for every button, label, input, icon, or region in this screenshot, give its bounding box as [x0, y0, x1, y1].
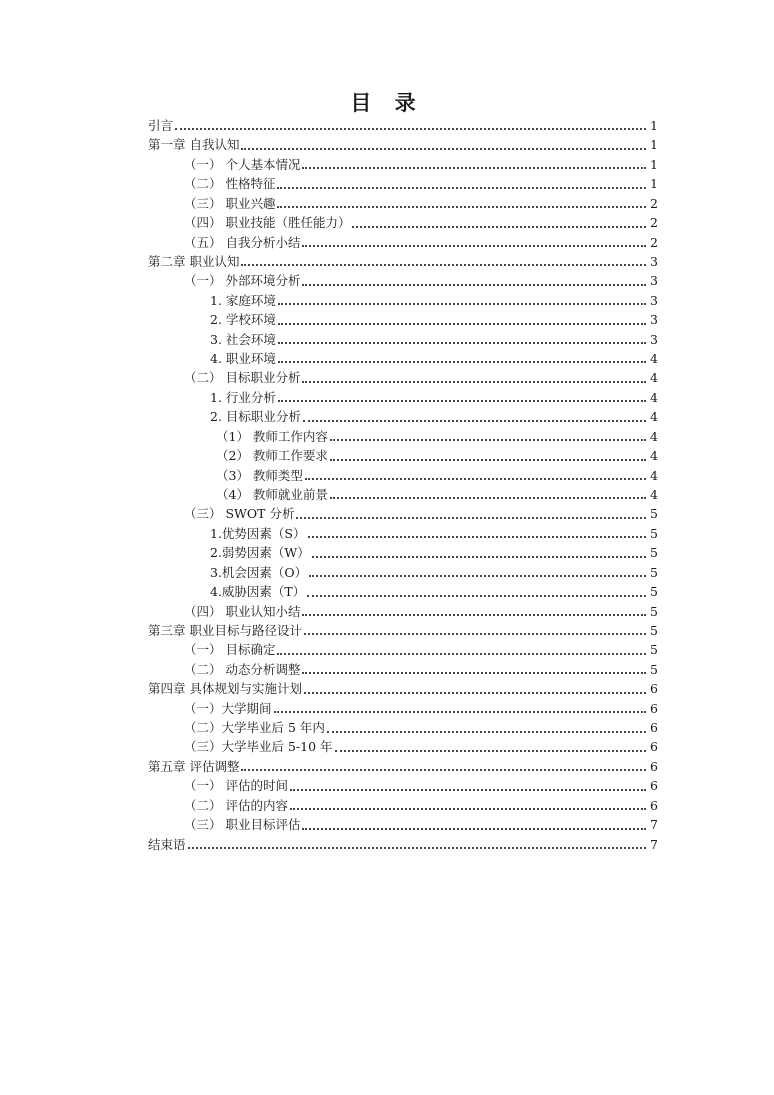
toc-entry-page-number: 1 — [650, 137, 658, 153]
toc-entry[interactable] — [148, 174, 658, 193]
toc-entry[interactable] — [148, 135, 658, 154]
dot-leader — [278, 303, 646, 305]
dot-leader — [278, 342, 646, 344]
toc-entry[interactable] — [148, 446, 658, 465]
toc-entry[interactable] — [148, 427, 658, 446]
toc-entry[interactable] — [148, 679, 658, 698]
toc-entry-label: 第二章 职业认知 — [148, 253, 240, 269]
toc-entry-page-number: 3 — [650, 292, 658, 308]
dot-leader — [302, 245, 646, 247]
toc-entry-page-number: 7 — [650, 817, 658, 833]
toc-entry-label: 2. 目标职业分析 — [210, 409, 301, 425]
toc-entry[interactable] — [148, 504, 658, 523]
toc-entry-label: （3） 教师类型 — [216, 467, 303, 483]
toc-entry-label: （一）大学期间 — [184, 700, 272, 716]
dot-leader — [241, 148, 646, 150]
toc-entry-label: 第三章 职业目标与路径设计 — [148, 622, 302, 638]
toc-entry-label: （三） 职业目标评估 — [184, 817, 301, 833]
toc-entry[interactable] — [148, 485, 658, 504]
toc-entry-label: （1） 教师工作内容 — [216, 428, 328, 444]
toc-entry[interactable] — [148, 815, 658, 834]
toc-entry-label: （一） 外部环境分析 — [184, 273, 301, 289]
toc-entry-label: （二）大学毕业后 5 年内 — [184, 720, 325, 736]
dot-leader — [302, 614, 646, 616]
dot-leader — [304, 633, 646, 635]
toc-entry-page-number: 5 — [650, 584, 658, 600]
dot-leader — [308, 536, 647, 538]
toc-entry-label: （二） 动态分析调整 — [184, 661, 301, 677]
toc-entry-label: 3.机会因素（O） — [210, 564, 308, 580]
toc-entry-page-number: 6 — [650, 778, 658, 794]
toc-entry[interactable] — [148, 796, 658, 815]
dot-leader — [305, 478, 646, 480]
toc-entry-page-number: 5 — [650, 661, 658, 677]
dot-leader — [296, 517, 646, 519]
dot-leader — [188, 847, 646, 849]
toc-entry-label: （一） 目标确定 — [184, 642, 276, 658]
toc-entry-label: （三） SWOT 分析 — [184, 506, 295, 522]
toc-entry-page-number: 1 — [650, 156, 658, 172]
toc-entry[interactable] — [148, 835, 658, 854]
toc-entry-page-number: 4 — [650, 389, 658, 405]
toc-entry[interactable] — [148, 757, 658, 776]
toc-entry[interactable] — [148, 368, 658, 387]
toc-entry[interactable] — [148, 660, 658, 679]
dot-leader — [290, 789, 646, 791]
toc-entry-page-number: 5 — [650, 642, 658, 658]
toc-entry-label: （四） 职业认知小结 — [184, 603, 301, 619]
toc-entry-label: 2.弱势因素（W） — [210, 545, 310, 561]
dot-leader — [175, 128, 646, 130]
toc-entry[interactable] — [148, 582, 658, 601]
dot-leader — [330, 459, 646, 461]
toc-entry[interactable] — [148, 194, 658, 213]
toc-entry-label: （四） 职业技能（胜任能力） — [184, 215, 351, 231]
toc-entry-page-number: 5 — [650, 506, 658, 522]
toc-entry-page-number: 3 — [650, 253, 658, 269]
toc-entry-label: （二） 性格特征 — [184, 176, 276, 192]
toc-entry-label: （五） 自我分析小结 — [184, 234, 301, 250]
toc-entry[interactable] — [148, 776, 658, 795]
dot-leader — [303, 420, 646, 422]
toc-entry[interactable] — [148, 155, 658, 174]
toc-entry-page-number: 4 — [650, 409, 658, 425]
toc-entry-page-number: 4 — [650, 487, 658, 502]
toc-entry-page-number: 4 — [650, 370, 658, 386]
dot-leader — [278, 361, 646, 363]
toc-entry-label: 4.威胁因素（T） — [210, 584, 306, 600]
dot-leader — [307, 595, 646, 597]
dot-leader — [330, 439, 646, 441]
toc-entry[interactable] — [148, 388, 658, 407]
toc-entry-page-number: 5 — [650, 545, 658, 561]
toc-entry-label: 2. 学校环境 — [210, 312, 276, 328]
toc-entry[interactable] — [148, 310, 658, 329]
toc-entry-page-number: 4 — [650, 351, 658, 367]
toc-entry-label: 引言 — [148, 117, 174, 133]
toc-entry-page-number: 2 — [650, 195, 658, 211]
toc-entry-page-number: 2 — [650, 234, 658, 250]
toc-entry[interactable] — [148, 640, 658, 659]
toc-entry[interactable] — [148, 330, 658, 349]
dot-leader — [304, 692, 646, 694]
toc-entry-label: （4） 教师就业前景 — [216, 487, 328, 502]
toc-entry-page-number: 6 — [650, 797, 658, 813]
dot-leader — [274, 711, 646, 713]
toc-entry-label: 1.优势因素（S） — [210, 525, 306, 541]
dot-leader — [330, 497, 646, 499]
dot-leader — [277, 653, 646, 655]
toc-entry-page-number: 6 — [650, 758, 658, 774]
toc-entry[interactable] — [148, 213, 658, 232]
toc-entry-label: （2） 教师工作要求 — [216, 448, 328, 464]
toc-entry[interactable] — [148, 252, 658, 271]
toc-entry-label: 3. 社会环境 — [210, 331, 276, 347]
table-of-contents — [148, 116, 658, 854]
toc-entry[interactable] — [148, 466, 658, 485]
toc-entry-label: 第一章 自我认知 — [148, 137, 240, 153]
toc-entry-label: （二） 目标职业分析 — [184, 370, 301, 386]
toc-entry-page-number: 4 — [650, 448, 658, 464]
toc-entry[interactable] — [148, 233, 658, 252]
toc-entry[interactable] — [148, 116, 658, 135]
toc-entry[interactable] — [148, 563, 658, 582]
toc-entry[interactable] — [148, 738, 658, 757]
dot-leader — [302, 167, 646, 169]
dot-leader — [352, 226, 646, 228]
toc-entry-label: 结束语 — [148, 836, 186, 852]
toc-entry[interactable] — [148, 602, 658, 621]
dot-leader — [327, 731, 646, 733]
toc-entry[interactable] — [148, 291, 658, 310]
toc-entry-label: （一） 个人基本情况 — [184, 156, 301, 172]
toc-entry-page-number: 1 — [650, 117, 658, 133]
toc-entry-label: 4. 职业环境 — [210, 351, 276, 367]
toc-entry[interactable] — [148, 543, 658, 562]
toc-entry-page-number: 3 — [650, 273, 658, 289]
toc-entry-page-number: 1 — [650, 176, 658, 192]
toc-entry-page-number: 5 — [650, 622, 658, 638]
toc-entry-page-number: 4 — [650, 428, 658, 444]
toc-entry-page-number: 6 — [650, 700, 658, 716]
dot-leader — [290, 808, 646, 810]
toc-entry-page-number: 6 — [650, 720, 658, 736]
toc-entry-page-number: 6 — [650, 681, 658, 697]
toc-entry-label: （一） 评估的时间 — [184, 778, 288, 794]
toc-entry-page-number: 2 — [650, 215, 658, 231]
dot-leader — [302, 828, 646, 830]
toc-entry-label: 第四章 具体规划与实施计划 — [148, 681, 302, 697]
toc-entry-label: （二） 评估的内容 — [184, 797, 288, 813]
toc-entry-page-number: 4 — [650, 467, 658, 483]
toc-entry-label: 1. 家庭环境 — [210, 292, 276, 308]
dot-leader — [302, 672, 646, 674]
dot-leader — [241, 264, 646, 266]
toc-entry-page-number: 3 — [650, 331, 658, 347]
toc-entry[interactable] — [148, 271, 658, 290]
toc-entry-label: （三）大学毕业后 5-10 年 — [184, 739, 333, 755]
toc-entry-page-number: 6 — [650, 739, 658, 755]
toc-entry-page-number: 5 — [650, 603, 658, 619]
page-title: 目 录 — [350, 90, 424, 115]
dot-leader — [312, 556, 646, 558]
toc-entry-label: 第五章 评估调整 — [148, 758, 240, 774]
toc-entry[interactable] — [148, 699, 658, 718]
dot-leader — [277, 206, 646, 208]
toc-entry[interactable] — [148, 621, 658, 640]
dot-leader — [309, 575, 646, 577]
toc-entry-label: （三） 职业兴趣 — [184, 195, 276, 211]
dot-leader — [302, 284, 646, 286]
toc-entry-page-number: 5 — [650, 525, 658, 541]
toc-entry[interactable] — [148, 349, 658, 368]
dot-leader — [302, 381, 646, 383]
toc-entry[interactable] — [148, 718, 658, 737]
dot-leader — [335, 750, 646, 752]
dot-leader — [278, 400, 646, 402]
toc-entry[interactable] — [148, 524, 658, 543]
toc-entry-page-number: 3 — [650, 312, 658, 328]
dot-leader — [278, 323, 646, 325]
dot-leader — [277, 187, 646, 189]
toc-entry-label: 1. 行业分析 — [210, 389, 276, 405]
toc-entry[interactable] — [148, 407, 658, 426]
dot-leader — [241, 769, 646, 771]
toc-entry-page-number: 5 — [650, 564, 658, 580]
toc-entry-page-number: 7 — [650, 836, 658, 852]
